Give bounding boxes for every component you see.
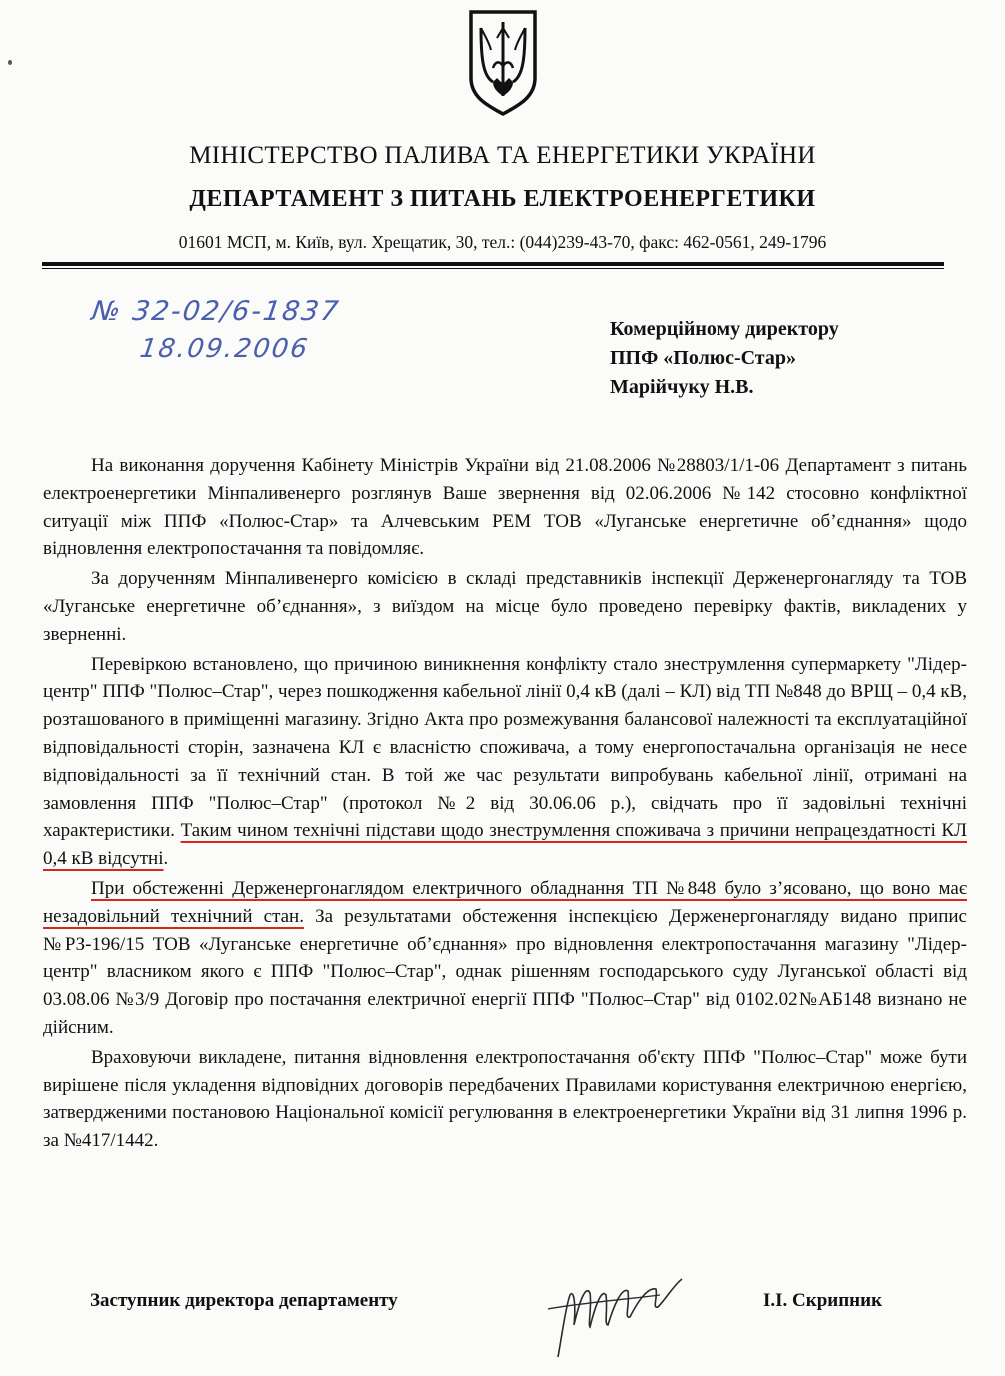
paragraph-2: [43, 565, 967, 648]
department-address: 01601 МСП, м. Київ, вул. Хрещатик, 30, тел.: (044)239-43-70, факс: 462-0561, 249-1796: [178, 232, 827, 252]
paragraph-3-underlined: Таким чином технічні підстави щодо знеструмлення споживача з причини непрацездатності КЛ 0,4 кВ відсутні: [43, 820, 967, 870]
department-name: ДЕПАРТАМЕНТ З ПИТАНЬ ЕЛЕКТРОЕНЕРГЕТИКИ: [189, 186, 816, 212]
addressee-company: ППФ «Полюс-Стар»: [610, 347, 796, 369]
ministry-name: МІНІСТЕРСТВО ПАЛИВА ТА ЕНЕРГЕТИКИ УКРАЇНИ: [189, 142, 816, 169]
paragraph-2-text: За дорученням Мінпаливенерго комісією в складі представників інспекції Держенергонагляду та ТОВ «Луганське енергетичне об’єднання», з виїздом на місце було проведено перевірку фактів, викладених у зверненні.: [43, 568, 967, 645]
paragraph-4-text: За результатами обстеження інспекцією Держенергонагляду видано припис №РЗ-196/15 ТОВ «Луганське енергетичне об’єднання» про відновлення електропостачання магазину "Лідер-центр" власником якого є ППФ "Полюс–Стар", однак рішенням господарського суду Луганської області від 03.08.06 №3/9 Договір про постачання електричної енергії ППФ "Полюс–Стар" від 0102.02№АБ148 визнано не дійсним.: [43, 905, 967, 1038]
header-rule-thin: [42, 268, 944, 269]
paragraph-1-text: На виконання доручення Кабінету Міністрів України від 21.08.2006 №28803/1/1-06 Департамент з питань електроенергетики Мінпаливенерго розглянув Ваше звернення від 02.06.2006 №142 стосовно конфліктної ситуації між ППФ «Полюс-Стар» та Алчевським РЕМ ТОВ «Луганське енергетичне об’єднання» щодо відновлення електропостачання та повідомляє.: [43, 455, 967, 560]
paragraph-4: [43, 875, 967, 1042]
paragraph-3-end: .: [163, 848, 169, 870]
registration-date: 18.09.2006: [137, 334, 311, 364]
paragraph-5-text: Враховуючи викладене, питання відновлення електропостачання об'єкту ППФ "Полюс–Стар" може бути вирішене після укладення відповідних договорів передбачених Правилами користування електричною енергією, затвердженими постановою Національної комісії регулювання в електроенергетики України від 31 липня 1996 р. за №417/1442.: [43, 1046, 967, 1152]
registration-number: № 32-02/6-1837: [89, 296, 343, 327]
paragraph-5: [43, 1044, 967, 1155]
trident-emblem-icon: [467, 8, 539, 118]
addressee-name: Марійчуку Н.В.: [610, 376, 754, 398]
paragraph-4-underlined: При обстеженні Держенергонаглядом електричного обладнання ТП №848 було з’ясовано, що воно має незадовільний технічний стан.: [43, 877, 967, 927]
paragraph-3: [43, 651, 967, 873]
paragraph-1: [43, 452, 967, 563]
header-rule: [42, 262, 944, 266]
paragraph-3-text: Перевіркою встановлено, що причиною виникнення конфлікту стало знеструмлення супермаркету "Лідер-центр" ППФ "Полюс–Стар", через пошкодження кабельної лінії 0,4 кВ (далі – КЛ) від ТП №848 до ВРЩ – 0,4 кВ, розташованого в приміщенні магазину. Згідно Акта про розмежування балансової належності та експлуатаційної відповідальності сторін, зазначена КЛ є власністю споживача, а тому енергопостачальна організація не несе відповідальності за її технічний стан. В той же час результати випробувань кабельної лінії, отримані на замовлення ППФ "Полюс–Стар" (протокол №2 від 30.06.06 р.), свідчать про її задовільні технічні характеристики.: [43, 653, 967, 842]
addressee-position: Комерційному директору: [610, 318, 839, 340]
signer-name: І.І. Скрипник: [763, 1290, 883, 1311]
handwritten-signature: [540, 1265, 690, 1365]
letter-body: [43, 452, 967, 1157]
addressee-block: [610, 315, 970, 402]
scan-speck: [8, 60, 12, 65]
signer-title: Заступник директора департаменту: [90, 1290, 398, 1311]
